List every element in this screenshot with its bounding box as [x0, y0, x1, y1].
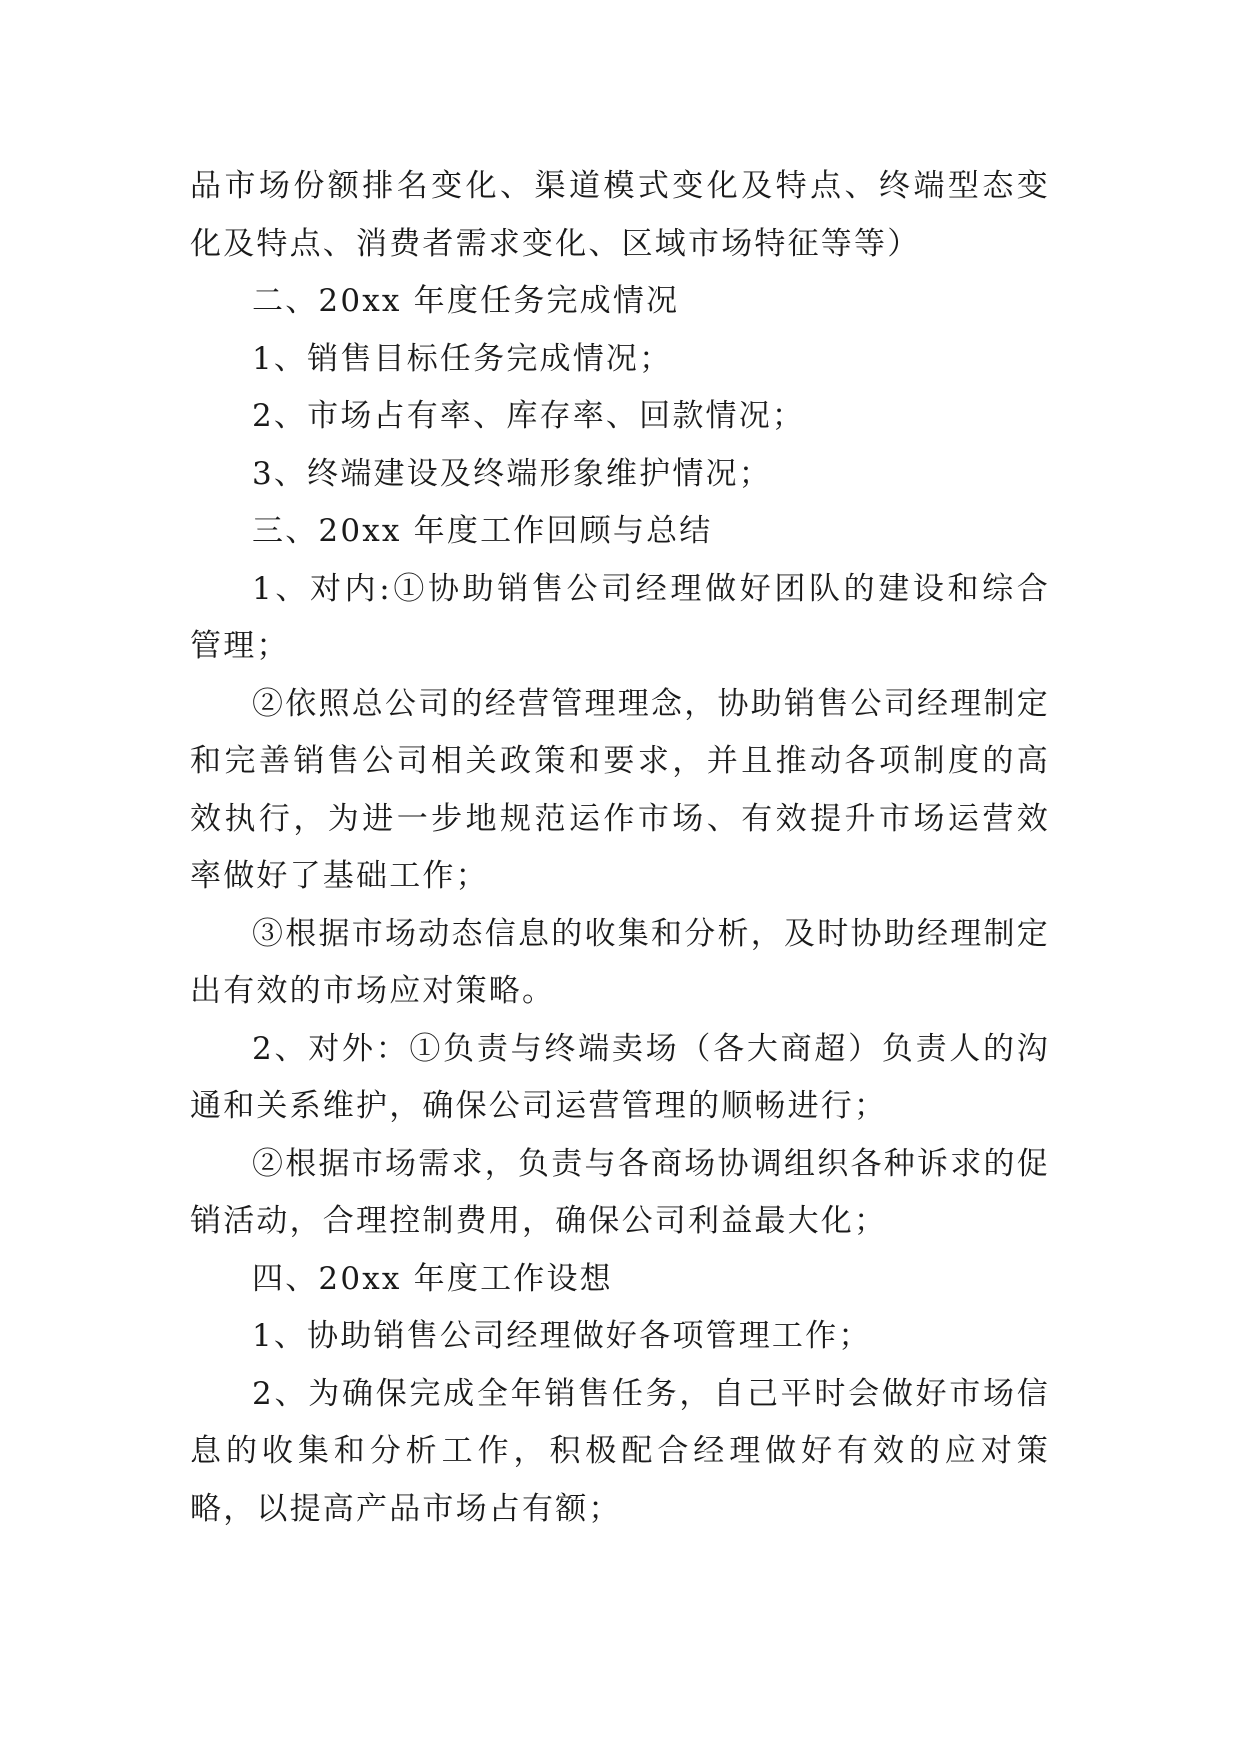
list-item: 3、终端建设及终端形象维护情况；: [252, 455, 772, 492]
paragraph: 2、对外：①负责与终端卖场（各大商超）负责人的沟通和关系维护，确保公司运营管理的顺畅进行；: [190, 1030, 1050, 1124]
paragraph: 1、对内:①协助销售公司经理做好团队的建设和综合管理；: [190, 570, 1050, 664]
paragraph: ②依照总公司的经营管理理念，协助销售公司经理制定和完善销售公司相关政策和要求，并且推动各项制度的高效执行，为进一步地规范运作市场、有效提升市场运营效率做好了基础工作；: [190, 685, 1050, 894]
section-heading: 四、20xx 年度工作设想: [252, 1260, 613, 1297]
paragraph: ②根据市场需求，负责与各商场协调组织各种诉求的促销活动，合理控制费用，确保公司利益最大化；: [190, 1145, 1050, 1239]
document-body: [190, 158, 1050, 1538]
list-item: 1、销售目标任务完成情况；: [252, 340, 673, 377]
section-heading: 二、20xx 年度任务完成情况: [252, 283, 680, 319]
paragraph: ③根据市场动态信息的收集和分析，及时协助经理制定出有效的市场应对策略。: [190, 915, 1050, 1009]
list-item: 2、市场占有率、库存率、回款情况；: [252, 398, 806, 434]
paragraph: 2、为确保完成全年销售任务，自己平时会做好市场信息的收集和分析工作，积极配合经理做好有效的应对策略，以提高产品市场占有额；: [190, 1375, 1050, 1527]
section-heading: 三、20xx 年度工作回顾与总结: [252, 513, 713, 549]
list-item: 1、协助销售公司经理做好各项管理工作；: [252, 1318, 872, 1354]
paragraph: 品市场份额排名变化、渠道模式变化及特点、终端型态变化及特点、消费者需求变化、区域市场特征等等）: [190, 168, 1050, 262]
